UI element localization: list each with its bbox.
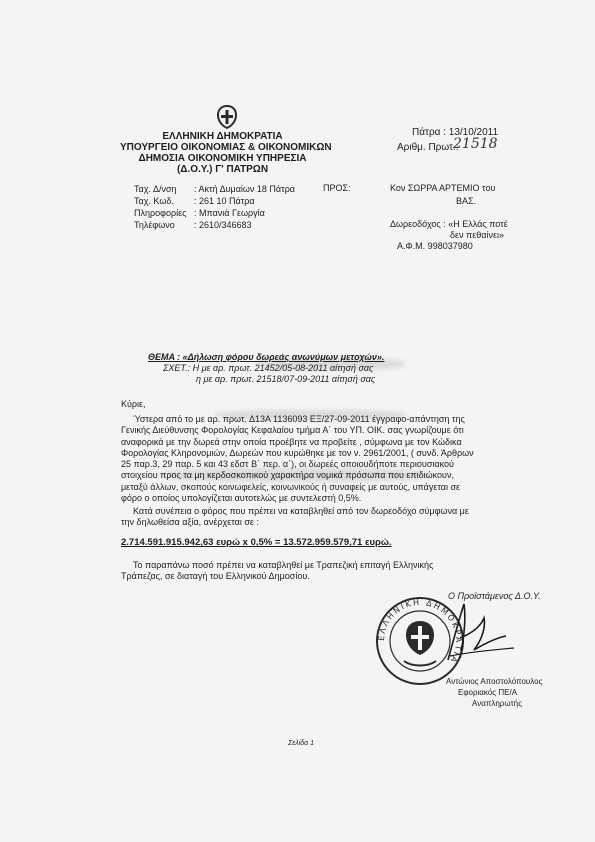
body-line: Γενικής Διεύθυνσης Φορολογίας Κεφαλαίου τμήμα Α΄ του ΥΠ. ΟΙΚ. σας γνωρίζουμε ότι: [121, 425, 464, 436]
subject-thema: ΘΕΜΑ : «Δήλωση φόρου δωρεάς ανωνύμων μετοχών».: [148, 352, 385, 362]
signatory-role-1: Εφοριακός ΠΕ/Α: [458, 688, 518, 697]
header-service: ΔΗΜΟΣΙΑ ΟΙΚΟΝΟΜΙΚΗ ΥΠΗΡΕΣΙΑ: [138, 153, 307, 164]
contact-row: [134, 184, 314, 196]
contact-row: [134, 208, 314, 220]
subject-sxet-1: ΣΧΕΤ.: Η με αρ. πρωτ. 21452/05-08-2011 αίτησή σας: [163, 363, 374, 373]
body-line: στοιχείου προς τα μη κερδοσκοπικού χαρακτήρα νομικά πρόσωπα που επιδιώκουν,: [121, 470, 454, 481]
contact-label: Ταχ. Δ/νση: [134, 184, 177, 194]
contact-label: Τηλέφωνο: [134, 220, 175, 230]
signature-title: Ο Προϊστάμενος Δ.Ο.Υ.: [448, 591, 541, 601]
payment-paragraph: [121, 560, 433, 583]
body-line: Κατά συνέπεια ο φόρος που πρέπει να καταβληθεί από τον δωρεοδόχο σύμφωνα με: [133, 506, 469, 516]
contact-row: [134, 196, 314, 208]
recipient-afm: Α.Φ.Μ. 998037980: [397, 241, 473, 251]
greeting: Κύριε,: [121, 399, 146, 409]
contact-value: : Μπανιά Γεωργία: [194, 208, 265, 218]
contact-info: [134, 184, 314, 232]
body-line: μεταξύ άλλων, σκοπούς κοινωφελείς, κοινωνικούς ή συναφείς με αυτούς, υπάγεται σε: [121, 481, 461, 492]
recipient-label: ΠΡΟΣ:: [323, 183, 351, 193]
document-date: Πάτρα : 13/10/2011: [412, 127, 499, 138]
contact-value: : Ακτή Δυμαίων 18 Πάτρα: [194, 184, 296, 194]
header-block: [120, 131, 332, 175]
contact-label: Πληροφορίες: [134, 208, 187, 218]
contact-value: : 2610/346683: [194, 220, 252, 230]
page-number: Σελίδα 1: [288, 740, 314, 747]
body-line: την δηλωθείσα αξία, ανέρχεται σε :: [121, 517, 259, 528]
body-line: Το παραπάνω ποσό πρέπει να καταβληθεί με Τραπεζική επιταγή Ελληνικής: [133, 560, 434, 570]
protocol-number: 21518: [453, 136, 498, 152]
stamp-text: ΕΛΛΗΝΙΚΗ ΔΗΜΟΚΡΑΤΙΑ: [376, 597, 464, 666]
subject-sxet-2: η με αρ. πρωτ. 21518/07-09-2011 αίτησή σας: [196, 374, 376, 384]
contact-row: [134, 220, 314, 232]
signatory-name: Αντώνιος Αποστολόπουλος: [446, 677, 543, 686]
tax-calculation: 2.714.591.915.942,63 ευρώ x 0,5% = 13.572.959.579,71 ευρώ.: [121, 537, 392, 548]
header-ministry: ΥΠΟΥΡΓΕΙΟ ΟΙΚΟΝΟΜΙΑΣ & ΟΙΚΟΝΟΜΙΚΩΝ: [120, 142, 332, 153]
protocol-label: Αριθμ. Πρωτ.:: [397, 142, 459, 153]
recipient-name-line2: ΒΑΣ.: [456, 196, 477, 206]
header-office: (Δ.Ο.Υ.) Γ' ΠΑΤΡΩΝ: [176, 164, 269, 175]
body-line: Φορολογίας Κληρονομιών, Δωρεών που κυρώθηκε με τον ν. 2961/2001, ( συνδ. Άρθρων: [121, 447, 474, 458]
body-line: Τράπεζας, σε διαταγή του Ελληνικού Δημοσίου.: [121, 571, 310, 582]
handwritten-signature: [440, 598, 520, 668]
body-line: Ύστερα από το με αρ. πρωτ. Δ13Α 1136093 ΕΞ/27-09-2011 έγγραφο-απάντηση της: [133, 414, 465, 424]
body-line: φόρο ο οποίος υπολογίζεται αυτοτελώς με συντελεστή 0,5%.: [121, 493, 362, 504]
body-line: αναφορικά με την δωρεά στην οποία προέβητε να προβείτε , σύμφωνα με τον Κώδικα: [121, 436, 462, 447]
header-republic: ΕΛΛΗΝΙΚΗ ΔΗΜΟΚΡΑΤΙΑ: [162, 131, 283, 142]
body-paragraph: [121, 414, 474, 504]
greek-emblem-icon: [214, 104, 240, 130]
body-line: 25 παρ.3, 29 παρ. 5 και 43 εδστ Β΄ περ. α΄), οι δωρεές οποιουδήποτε περιουσιακού: [121, 459, 454, 470]
contact-label: Ταχ. Κωδ.: [134, 196, 174, 206]
body-paragraph-2: [121, 506, 469, 529]
donee-line2: δεν πεθαίνει»: [450, 230, 504, 240]
recipient-name-line1: Κον ΣΩΡΡΑ ΑΡΤΕΜΙΟ του: [390, 183, 496, 193]
donee-line1: Δωρεοδόχος : «Η Ελλάς ποτέ: [390, 219, 508, 229]
contact-value: : 261 10 Πάτρα: [194, 196, 255, 206]
signatory-role-2: Αναπληρωτής: [472, 699, 522, 708]
